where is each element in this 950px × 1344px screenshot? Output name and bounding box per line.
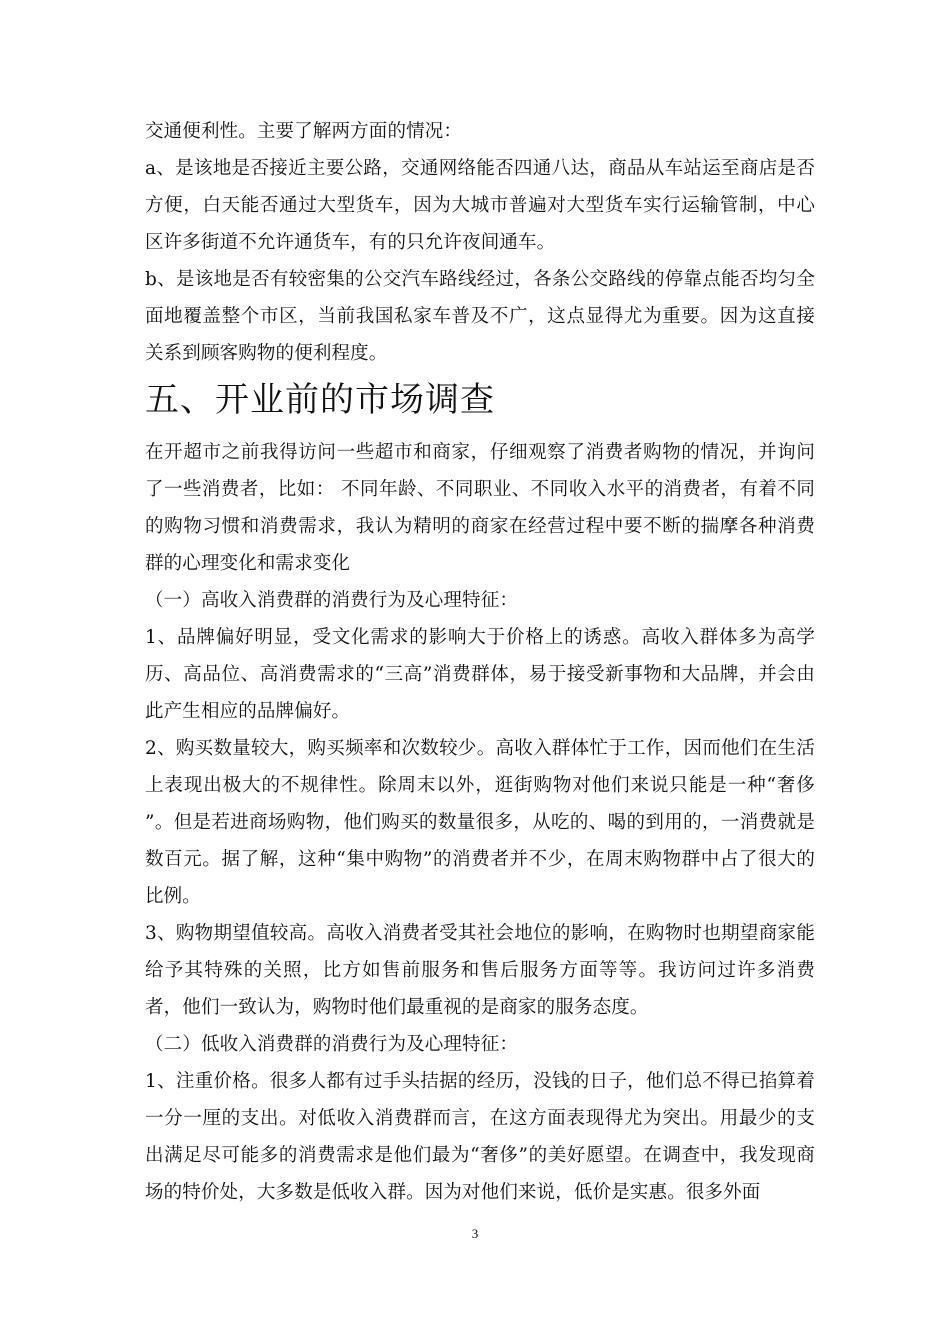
page-content — [145, 113, 815, 1211]
paragraph-point-b: b、是该地是否有较密集的公交汽车路线经过，各条公交路线的停靠点能否均匀全面地覆盖整个市区，当前我国私家车普及不广，这点显得尤为重要。因为这直接关系到顾客购物的便利程度。 — [145, 269, 815, 364]
subheading-high-income: （一）高收入消费群的消费行为及心理特征： — [145, 590, 519, 611]
paragraph-high-income-2: 2、购买数量较大，购买频率和次数较少。高收入群体忙于工作，因而他们在生活上表现出极大的不规律性。除周末以外，逛街购物对他们来说只能是一种“奢侈 ”。但是若进商场购物，他们购买的数量很多，从吃的、喝的到用的，一消费就是数百元。据了解，这种“集中购物”的消费者并不少，在周末购物群中占了很大的比例。 — [145, 738, 815, 907]
paragraph-high-income-1: 1、品牌偏好明显，受文化需求的影响大于价格上的诱惑。高收入群体多为高学历、高品位、高消费需求的“三高”消费群体，易于接受新事物和大品牌，并会由此产生相应的品牌偏好。 — [145, 627, 815, 722]
paragraph-survey-intro: 在开超市之前我得访问一些超市和商家，仔细观察了消费者购物的情况，并询问了一些消费者，比如： 不同年龄、不同职业、不同收入水平的消费者，有着不同的购物习惯和消费需求，我认为精明的商家在经营过程中要不断的揣摩各种消费群的心理变化和需求变化 — [145, 442, 815, 574]
paragraph-low-income-1: 1、注重价格。很多人都有过手头拮据的经历，没钱的日子，他们总不得已掐算着一分一厘的支出。对低收入消费群而言，在这方面表现得尤为突出。用最少的支出满足尽可能多的消费需求是他们最为“奢侈”的美好愿望。在调查中，我发现商场的特价处，大多数是低收入群。因为对他们来说，低价是实惠。很多外面 — [145, 1071, 815, 1203]
paragraph-point-a: a、是该地是否接近主要公路，交通网络能否四通八达，商品从车站运至商店是否方便，白天能否通过大型货车，因为大城市普遍对大型货车实行运输管制，中心区许多街道不允许通货车，有的只允许夜间通车。 — [145, 158, 815, 253]
paragraph-high-income-3: 3、购物期望值较高。高收入消费者受其社会地位的影响，在购物时也期望商家能给予其特殊的关照，比方如售前服务和售后服务方面等等。我访问过许多消费者，他们一致认为，购物时他们最重视的是商家的服务态度。 — [145, 923, 815, 1018]
page-number: 3 — [471, 1226, 479, 1241]
subheading-low-income: （二）低收入消费群的消费行为及心理特征： — [145, 1034, 519, 1055]
paragraph-transport-intro: 交通便利性。主要了解两方面的情况： — [145, 121, 463, 142]
section-heading: 五、开业前的市场调查 — [145, 380, 495, 420]
